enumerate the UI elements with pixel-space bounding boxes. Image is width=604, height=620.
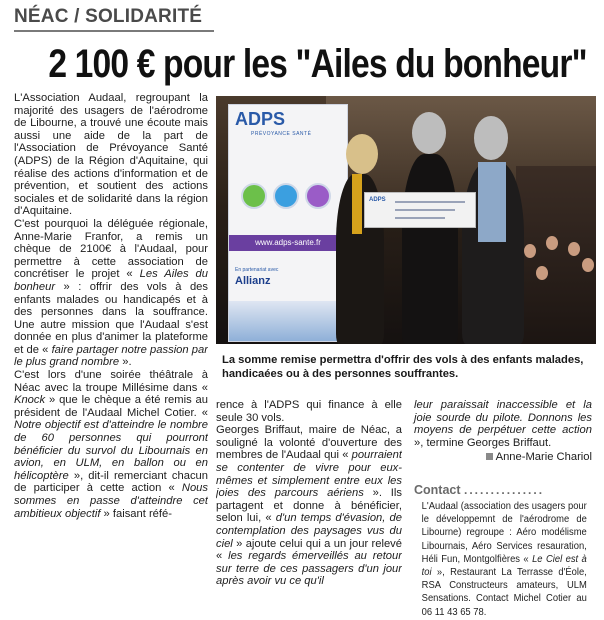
person-man-right-head xyxy=(474,116,508,160)
adps-logo: ADPS xyxy=(235,109,286,129)
person-woman-head xyxy=(346,134,378,174)
audience-head xyxy=(568,242,580,256)
article-column-2 xyxy=(216,399,402,613)
article-headline: 2 100 € pour les "Ailes du bonheur" xyxy=(48,42,587,86)
section-label: NÉAC / SOLIDARITÉ xyxy=(14,6,203,27)
leader-dots: ............... xyxy=(464,483,545,497)
cheque xyxy=(364,192,476,228)
article-photo xyxy=(216,96,596,344)
author-signature: Anne-Marie Chariol xyxy=(414,451,592,464)
cheque-logo: ADPS xyxy=(369,197,386,203)
audience-head xyxy=(524,244,536,258)
allianz-logo: Allianz xyxy=(235,275,271,287)
purple-circle-icon xyxy=(305,183,331,209)
photo-caption: La somme remise permettra d'offrir des vols à des enfants malades, handicaées ou à des personnes souffrantes. xyxy=(222,354,584,380)
paragraph: leur paraissait inaccessible et la joie sourde du pilote. Donnons les moyens de perpétuer cette action », termine Georges Briffaut. xyxy=(414,399,592,449)
square-bullet-icon xyxy=(486,453,493,460)
paragraph: C'est pourquoi la déléguée régionale, Anne-Marie Franfor, a remis un chèque de 2100€ à l'Audaal, pour permettre à cette association de concrétiser le projet « Les Ailes du bonheur » : offrir des vols à des enfants malades ou handicapés et à des personnes dans la souffrance. Une autre mission que l'Audaal s'est donnée en plus d'animer la plateforme et de « faire partager notre passion par le plus grand nombre ». xyxy=(14,217,208,369)
person-man-center xyxy=(402,154,458,344)
paragraph: L'Association Audaal, regroupant la majorité des usagers de l'aérodrome de Libourne, a trouvé une écoute mais aussi une aide de la part de l'Association de Prévoyance Santé (ADPS) de la Région d'Aquitaine, qui réalise des actions d'information et de prévention, et soutient des actions sociales et de solidarité dans la région d'Aquitaine. xyxy=(14,92,208,218)
contact-title: Contact ............... xyxy=(414,483,545,497)
banner-footer xyxy=(229,301,347,341)
audience-head xyxy=(582,258,594,272)
contact-box xyxy=(414,482,594,619)
contact-text: L'Audaal (association des usagers pour le développemnt de l'aérodrome de Libourne) regroupe : Aéro modélisme Libournais, Aéro Services resauration, Héli Fun, Montgolfières « Le Ciel est à toi », Restaurant La Terrasse d'Éole, RSA Constructeurs amateurs, ULM Sensations. Contact Michel Cotier au 06 11 43 65 78. xyxy=(421,501,587,618)
cheque-line xyxy=(395,217,445,219)
adps-logo-subtitle: PRÉVOYANCE SANTÉ xyxy=(251,131,312,137)
cheque-line xyxy=(395,201,465,203)
cheque-line xyxy=(395,209,455,211)
audience xyxy=(516,166,596,344)
yellow-scarf xyxy=(352,174,362,234)
person-man-center-head xyxy=(412,112,446,154)
blue-circle-icon xyxy=(273,183,299,209)
audience-head xyxy=(546,236,558,250)
article-column-1 xyxy=(14,92,208,612)
banner-website: www.adps-sante.fr xyxy=(229,235,347,251)
paragraph: rence à l'ADPS qui finance à elle seule 30 vols. xyxy=(216,399,402,424)
banner-partner-label: En partenariat avec xyxy=(235,267,279,273)
adps-banner xyxy=(228,104,348,342)
article-column-3 xyxy=(414,399,592,464)
paragraph: C'est lors d'une soirée théâtrale à Néac avec la troupe Millésime dans « Knock » que le chèque a été remis au président de l'Audaal Michel Cotier. « Notre objectif est d'atteindre le nombre de 60 personnes qui pourront bénéficier du survol du Libournais en avion, en ULM, en ballon ou en hélicoptère », dit-il remerciant chacun de participer à cette action « Nous sommes en passe d'atteindre cet ambitieux objectif » faisant réfé- xyxy=(14,369,208,520)
shirt xyxy=(478,162,506,242)
audience-head xyxy=(536,266,548,280)
section-header xyxy=(14,4,214,32)
paragraph: Georges Briffaut, maire de Néac, a souligné la volonté d'ouverture des membres de l'Audaal qui « pourraient se contenter de vivre pour eux-mêmes et simplement entre eux les joies des parcours aériens ». Ils partagent et donne à bénéficier, selon lui, « d'un temps d'évasion, de contemplation des paysages vus du ciel » ajoute celui qui a un jour relevé « les regards émerveillés au retour sur terre de ces passagers d'un jour après avoir vu ce qu'il xyxy=(216,424,402,588)
green-circle-icon xyxy=(241,183,267,209)
